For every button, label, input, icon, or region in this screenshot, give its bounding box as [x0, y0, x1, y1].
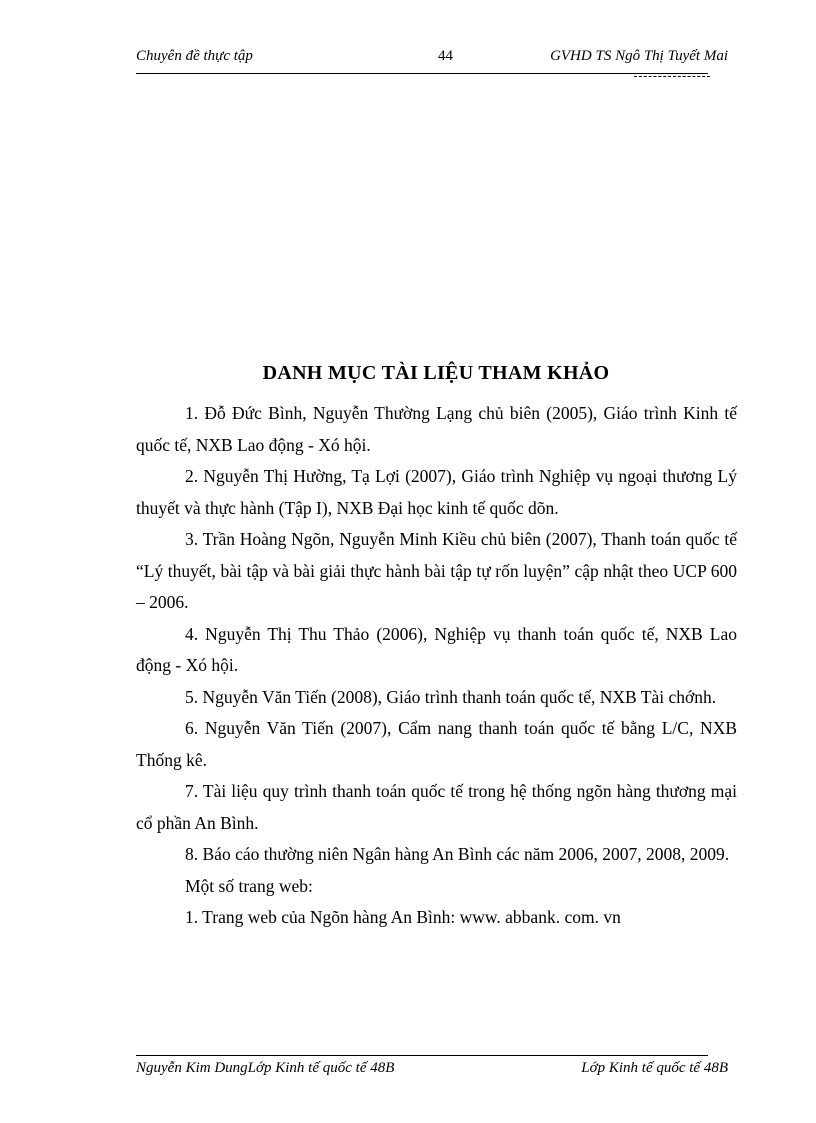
- web-item-1: 1. Trang web của Ngõn hàng An Bình: www. abbank. com. vn: [185, 907, 621, 927]
- reference-item-3: 3. Trần Hoàng Ngõn, Nguyễn Minh Kiều chủ biên (2007), Thanh toán quốc tế “Lý thuyết, bài tập và bài giải thực hành bài tập tự rốn luyện” cập nhật theo UCP 600 – 2006.: [136, 529, 737, 612]
- page-title: DANH MỤC TÀI LIỆU THAM KHẢO: [262, 362, 610, 384]
- header-left-text: Chuyên đề thực tập: [136, 48, 253, 64]
- reference-list: [136, 398, 737, 934]
- header-right-text: GVHD TS Ngô Thị Tuyết Mai: [550, 48, 728, 64]
- reference-item-8: 8. Báo cáo thường niên Ngân hàng An Bình các năm 2006, 2007, 2008, 2009.: [185, 844, 730, 864]
- footer-left-text: Nguyễn Kim DungLớp Kinh tế quốc tế 48B: [136, 1060, 395, 1076]
- footer-rule: [136, 1055, 708, 1056]
- reference-item-4: 4. Nguyễn Thị Thu Thảo (2006), Nghiệp vụ thanh toán quốc tế, NXB Lao động - Xó hội.: [136, 623, 737, 675]
- reference-item-1: 1. Đỗ Đức Bình, Nguyễn Thường Lạng chủ biên (2005), Giáo trình Kinh tế quốc tế, NXB Lao động - Xó hội.: [136, 403, 737, 455]
- web-heading: Một số trang web:: [185, 875, 313, 896]
- reference-item-2: 2. Nguyễn Thị Hường, Tạ Lợi (2007), Giáo trình Nghiệp vụ ngoại thương Lý thuyết và thực hành (Tập I), NXB Đại học kinh tế quốc dõn.: [136, 466, 737, 518]
- reference-item-5: 5. Nguyễn Văn Tiến (2008), Giáo trình thanh toán quốc tế, NXB Tài chớnh.: [185, 686, 717, 707]
- page-number: 44: [438, 48, 453, 64]
- header-rule: [136, 73, 708, 74]
- footer-right-text: Lớp Kinh tế quốc tế 48B: [581, 1060, 728, 1076]
- reference-item-6: 6. Nguyễn Văn Tiến (2007), Cẩm nang thanh toán quốc tế bằng L/C, NXB Thống kê.: [136, 718, 737, 770]
- page-header: [136, 48, 728, 70]
- page-footer: [136, 1060, 728, 1082]
- header-rule-dashed: [634, 76, 710, 77]
- reference-item-7: 7. Tài liệu quy trình thanh toán quốc tế trong hệ thống ngõn hàng thương mại cổ phần An Bình.: [136, 781, 737, 833]
